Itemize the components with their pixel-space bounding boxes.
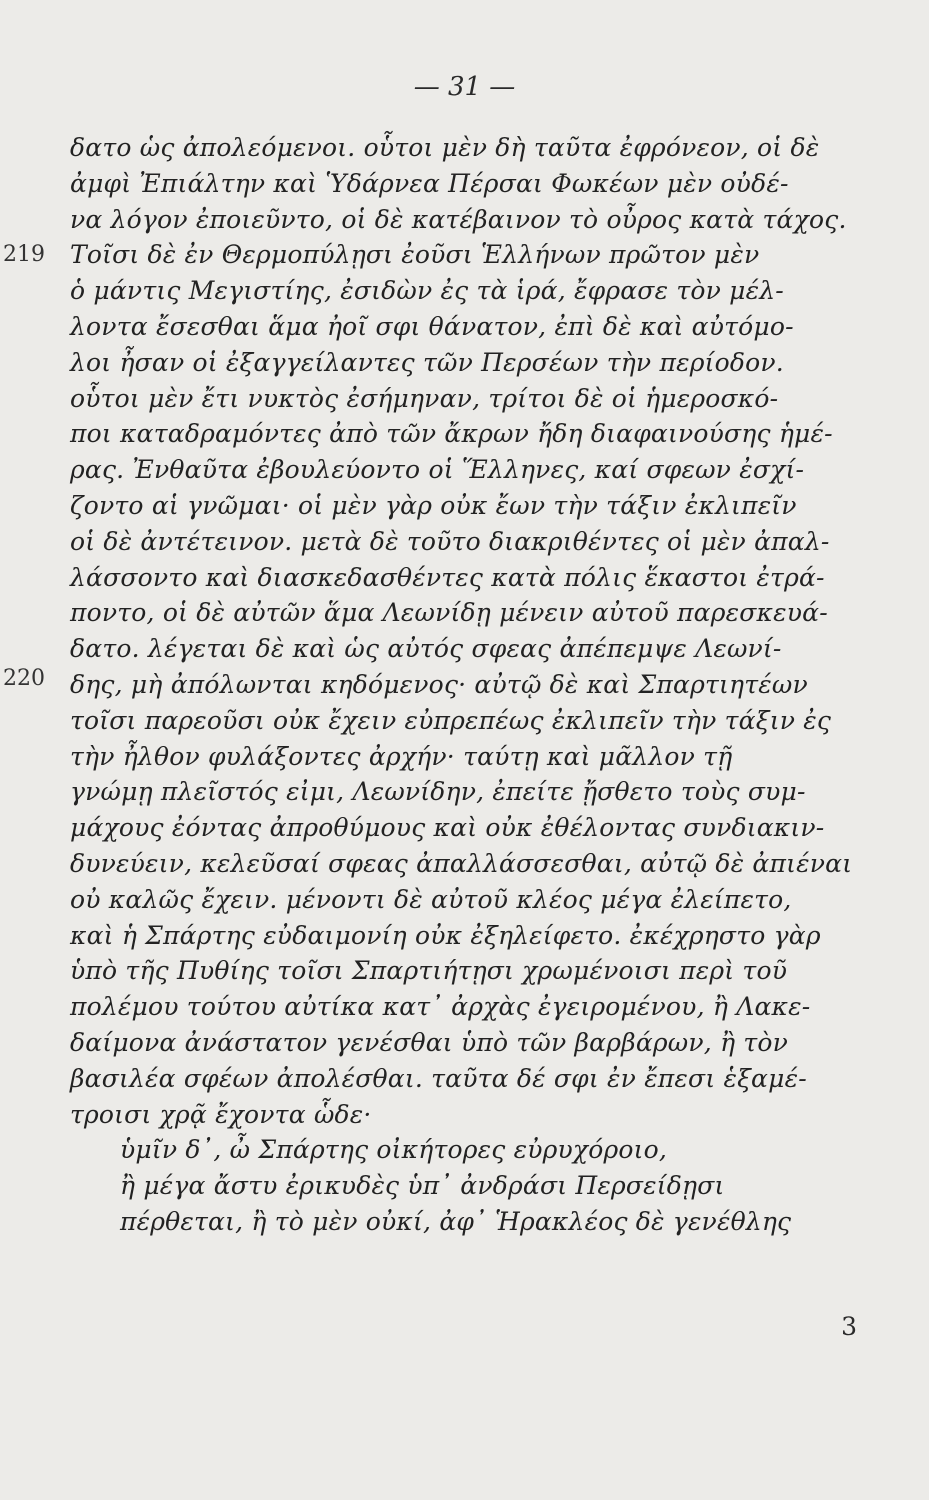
text-line: οὐ καλῶς ἔχειν. μένοντι δὲ αὐτοῦ κλέος μέγα ἐλείπετο,	[70, 884, 792, 914]
signature-mark: 3	[841, 1312, 857, 1341]
text-line: δης, μὴ ἀπόλωνται κηδόμενος· αὐτῷ δὲ καὶ Σπαρτιητέων	[70, 669, 808, 699]
main-text	[70, 130, 870, 1240]
text-line: γνώμῃ πλεῖστός εἰμι, Λεωνίδην, ἐπείτε ᾔσθετο τοὺς συμ-	[70, 777, 806, 807]
text-line: καὶ ἡ Σπάρτης εὐδαιμονίη οὐκ ἐξηλείφετο. ἐκέχρηστο γὰρ	[70, 920, 821, 950]
text-line: Τοῖσι δὲ ἐν Θερμοπύλῃσι ἐοῦσι Ἑλλήνων πρῶτον μὲν	[70, 240, 760, 270]
text-line: ἀμφὶ Ἐπιάλτην καὶ Ὑδάρνεα Πέρσαι Φωκέων μὲν οὐδέ-	[70, 168, 789, 198]
text-line: ὁ μάντις Μεγιστίης, ἐσιδὼν ἐς τὰ ἱρά, ἔφρασε τὸν μέλ-	[70, 276, 784, 306]
text-line: οὗτοι μὲν ἔτι νυκτὸς ἐσήμηναν, τρίτοι δὲ οἱ ἡμεροσκό-	[70, 383, 779, 413]
verse-line: ἢ μέγα ἄστυ ἐρικυδὲς ὑπ᾽ ἀνδράσι Περσείδῃσι	[120, 1171, 725, 1201]
text-line: ποι καταδραμόντες ἀπὸ τῶν ἄκρων ἤδη διαφαινούσης ἡμέ-	[70, 419, 833, 449]
text-line: μάχους ἐόντας ἀπροθύμους καὶ οὐκ ἐθέλοντας συνδιακιν-	[70, 813, 825, 843]
text-line: ὑπὸ τῆς Πυθίης τοῖσι Σπαρτιήτῃσι χρωμένοισι περὶ τοῦ	[70, 956, 788, 986]
text-line: οἱ δὲ ἀντέτεινον. μετὰ δὲ τοῦτο διακριθέντες οἱ μὲν ἀπαλ-	[70, 526, 830, 556]
text-line: τροισι χρᾷ ἔχοντα ὧδε·	[70, 1099, 372, 1129]
text-line: δατο. λέγεται δὲ καὶ ὡς αὐτός σφεας ἀπέπεμψε Λεωνί-	[70, 634, 782, 664]
text-line: λοι ἦσαν οἱ ἐξαγγείλαντες τῶν Περσέων τὴν περίοδον.	[70, 347, 784, 377]
text-line: τοῖσι παρεοῦσι οὐκ ἔχειν εὐπρεπέως ἐκλιπεῖν τὴν τάξιν ἐς	[70, 705, 832, 735]
text-line: ρας. Ἐνθαῦτα ἐβουλεύοντο οἱ Ἕλληνες, καί σφεων ἐσχί-	[70, 455, 805, 485]
text-line: τὴν ἦλθον φυλάξοντες ἀρχήν· ταύτῃ καὶ μᾶλλον τῇ	[70, 741, 733, 771]
text-line: βασιλέα σφέων ἀπολέσθαι. ταῦτα δέ σφι ἐν ἔπεσι ἑξαμέ-	[70, 1063, 807, 1093]
page-number-header: — 31 —	[413, 72, 516, 102]
text-line: λάσσοντο καὶ διασκεδασθέντες κατὰ πόλις ἕκαστοι ἐτρά-	[70, 562, 825, 592]
verse-line: πέρθεται, ἢ τὸ μὲν οὐκί, ἀφ᾽ Ἡρακλέος δὲ γενέθλης	[120, 1206, 792, 1236]
text-line: πολέμου τούτου αὐτίκα κατ᾽ ἀρχὰς ἐγειρομένου, ἢ Λακε-	[70, 992, 811, 1022]
text-line: δατο ὡς ἀπολεόμενοι. οὗτοι μὲν δὴ ταῦτα ἐφρόνεον, οἱ δὲ	[70, 133, 820, 162]
margin-section-number: 220	[3, 666, 45, 691]
text-line: ζοντο αἱ γνῶμαι· οἱ μὲν γὰρ οὐκ ἔων τὴν τάξιν ἐκλιπεῖν	[70, 490, 797, 520]
text-line: να λόγον ἐποιεῦντο, οἱ δὲ κατέβαινον τὸ οὖρος κατὰ τάχος.	[70, 204, 847, 234]
verse-line: ὑμῖν δ᾽, ὦ Σπάρτης οἰκήτορες εὐρυχόροιο,	[120, 1135, 668, 1165]
text-line: δαίμονα ἀνάστατον γενέσθαι ὑπὸ τῶν βαρβάρων, ἢ τὸν	[70, 1027, 789, 1057]
text-line: δυνεύειν, κελεῦσαί σφεας ἀπαλλάσσεσθαι, αὐτῷ δὲ ἀπιέναι	[70, 848, 853, 878]
text-line: ποντο, οἱ δὲ αὐτῶν ἅμα Λεωνίδῃ μένειν αὐτοῦ παρεσκευά-	[70, 598, 828, 628]
text-line: λοντα ἔσεσθαι ἅμα ἠοῖ σφι θάνατον, ἐπὶ δὲ καὶ αὐτόμο-	[70, 311, 794, 341]
margin-section-number: 219	[3, 242, 45, 267]
